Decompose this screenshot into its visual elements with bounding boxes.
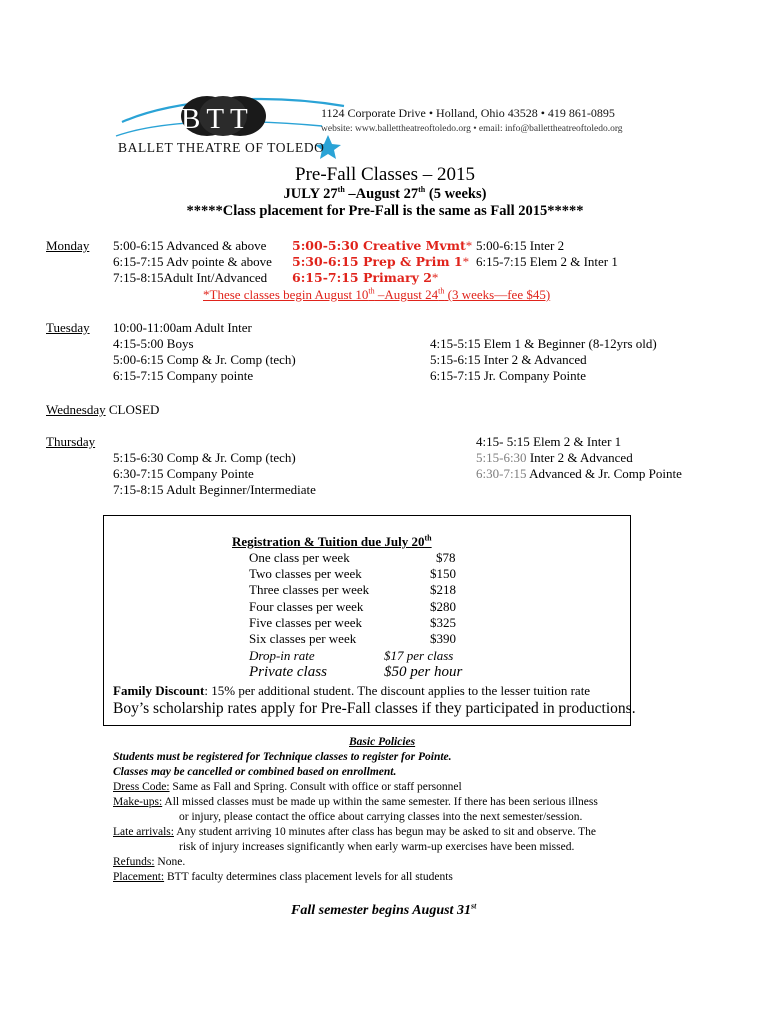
class-entry: 5:15-6:15 Inter 2 & Advanced (430, 352, 587, 367)
class-entry: 5:30-6:15 Prep & Prim 1 (292, 254, 463, 269)
wednesday-status: CLOSED (108, 402, 160, 417)
policy-refunds: Refunds: None. (113, 856, 186, 868)
class-entry: 5:15-6:30 Inter 2 & Advanced (476, 450, 633, 465)
tuition-row-price: $280 (430, 599, 456, 614)
asterisk: * (462, 254, 470, 269)
class-entry: 6:15-7:15 Adv pointe & above (113, 254, 272, 269)
class-entry: 10:00-11:00am Adult Inter (113, 320, 252, 335)
header-address: 1124 Corporate Drive • Holland, Ohio 43528 • 419 861-0895 (321, 106, 615, 120)
day-tuesday: Tuesday (46, 320, 90, 335)
thursday-col1 (113, 450, 316, 498)
fall-semester-note: Fall semester begins August 31st (291, 901, 477, 918)
policy-late-cont: risk of injury increases significantly when early warm-up exercises have been missed. (179, 841, 575, 853)
dropin-label: Drop-in rate (249, 648, 315, 663)
class-entry: 5:00-5:30 Creative Mvmt (292, 238, 466, 253)
session-dates: JULY 27th –August 27th (5 weeks) (283, 185, 487, 202)
class-entry: 5:15-6:30 Comp & Jr. Comp (tech) (113, 450, 296, 465)
day-wednesday-row (46, 402, 159, 418)
logo-letters: BTT (181, 103, 254, 135)
class-entry: 6:30-7:15 Advanced & Jr. Comp Pointe (476, 466, 682, 481)
policy-technique: Students must be registered for Technique classes to register for Pointe. (113, 751, 452, 763)
tuition-row-price: $78 (436, 550, 456, 565)
tuition-row-label: Four classes per week (249, 599, 364, 614)
tuition-row-price: $218 (430, 582, 456, 597)
private-label: Private class (249, 664, 327, 680)
tuition-heading: Registration & Tuition due July 20th (232, 533, 432, 549)
dropin-price: $17 per class (384, 648, 454, 663)
family-discount: Family Discount: 15% per additional student. The discount applies to the lesser tuition rate (113, 683, 591, 698)
class-entry: 6:30-7:15 Company Pointe (113, 466, 254, 481)
tuition-row-price: $150 (430, 566, 456, 581)
class-entry: 6:15-7:15 Primary 2 (292, 270, 432, 285)
policy-cancel: Classes may be cancelled or combined based on enrollment. (113, 766, 397, 778)
tuition-row-label: One class per week (249, 550, 350, 565)
placement-note: *****Class placement for Pre-Fall is the same as Fall 2015***** (186, 203, 584, 219)
tuesday-col1 (113, 320, 296, 384)
class-entry: 6:15-7:15 Elem 2 & Inter 1 (476, 254, 618, 269)
page-title: Pre-Fall Classes – 2015 (295, 164, 475, 185)
monday-col3 (476, 238, 618, 270)
class-entry: 7:15-8:15Adult Int/Advanced (113, 270, 268, 285)
tuesday-col2 (430, 336, 657, 384)
day-thursday: Thursday (46, 434, 96, 449)
header-web-line: website: www.ballettheatreoftoledo.org • email: info@ballettheatreoftoledo.org (321, 124, 623, 134)
logo-name: BALLET THEATRE OF TOLEDO (118, 140, 325, 155)
policy-makeups: Make-ups: All missed classes must be made up within the same semester. If there has been serious illness (113, 796, 598, 808)
asterisk: * (465, 238, 473, 253)
policy-placement: Placement: BTT faculty determines class placement levels for all students (113, 871, 453, 883)
policy-late-arrivals: Late arrivals: Any student arriving 10 minutes after class has begun may be asked to sit and observe. The (113, 826, 596, 838)
tuition-row-price: $390 (430, 631, 456, 646)
day-monday: Monday (46, 238, 90, 253)
class-entry: 5:00-6:15 Advanced & above (113, 238, 267, 253)
tuition-row-label: Six classes per week (249, 631, 357, 646)
class-entry: 6:15-7:15 Jr. Company Pointe (430, 368, 586, 383)
policies-heading: Basic Policies (349, 736, 416, 748)
class-entry: 5:00-6:15 Inter 2 (476, 238, 565, 253)
monday-col2 (292, 238, 472, 286)
class-entry: 4:15- 5:15 Elem 2 & Inter 1 (476, 434, 622, 449)
policy-dress-code: Dress Code: Same as Fall and Spring. Consult with office or staff personnel (113, 781, 462, 793)
class-entry: 4:15-5:00 Boys (113, 336, 194, 351)
class-entry: 4:15-5:15 Elem 1 & Beginner (8-12yrs old) (430, 336, 657, 351)
policy-makeups-cont: or injury, please contact the office about carrying classes into the next semester/session. (179, 811, 583, 823)
asterisk: * (431, 270, 439, 285)
tuition-row-label: Three classes per week (249, 582, 370, 597)
class-entry: 6:15-7:15 Company pointe (113, 368, 254, 383)
boys-scholarship: Boy’s scholarship rates apply for Pre-Fall classes if they participated in productions. (113, 700, 636, 717)
class-entry: 5:00-6:15 Comp & Jr. Comp (tech) (113, 352, 296, 367)
day-wednesday: Wednesday (46, 402, 106, 417)
tuition-row-label: Two classes per week (249, 566, 362, 581)
tuition-row-label: Five classes per week (249, 615, 362, 630)
monday-note: *These classes begin August 10th –August 24th (3 weeks—fee $45) (203, 286, 551, 302)
tuition-row-price: $325 (430, 615, 456, 630)
private-price: $50 per hour (384, 664, 463, 680)
class-entry: 7:15-8:15 Adult Beginner/Intermediate (113, 482, 316, 497)
monday-col1 (113, 238, 272, 286)
thursday-col2 (476, 434, 682, 482)
